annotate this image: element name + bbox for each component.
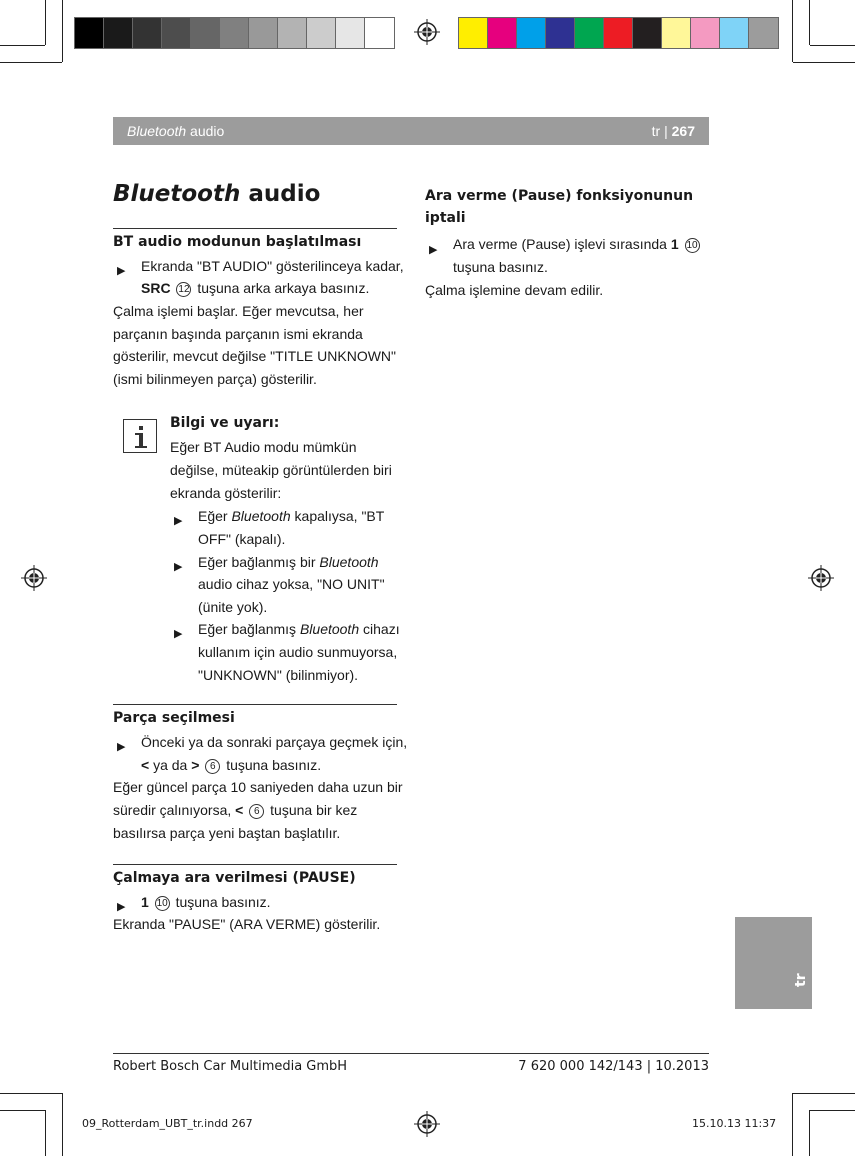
bullet-arrow-icon: ▶ [174, 561, 183, 573]
color-swatch [133, 18, 162, 48]
callout-number: 12 [178, 283, 190, 295]
sec2-para2-pre: süredir çalınıyorsa, [113, 802, 236, 818]
color-swatch [104, 18, 133, 48]
color-swatch [488, 18, 517, 48]
sec4-para: Çalma işlemine devam edilir. [425, 282, 604, 298]
callout-number: 10 [156, 897, 168, 909]
sec3-para: Ekranda "PAUSE" (ARA VERME) gösterilir. [113, 916, 381, 932]
crop-mark [0, 1110, 45, 1111]
info-b3-italic: Bluetooth [299, 621, 360, 637]
section-heading-pause-cancel-line2: iptali [425, 210, 466, 226]
bullet-arrow-icon: ▶ [117, 741, 126, 753]
section-divider [113, 704, 397, 705]
info-line: değilse, müteakip görüntülerden biri [170, 462, 392, 478]
crop-mark [792, 1093, 793, 1156]
section-divider [113, 228, 397, 229]
footer-divider [113, 1053, 709, 1054]
header-lang: tr | [651, 123, 672, 139]
info-heading: Bilgi ve uyarı: [170, 415, 280, 431]
info-icon [123, 419, 157, 453]
side-tab-label: tr [793, 973, 809, 987]
crop-mark [792, 0, 793, 62]
sec1-bullet-line2-text: tuşuna arka arkaya basınız. [197, 280, 370, 296]
color-swatch [220, 18, 249, 48]
color-swatch [336, 18, 365, 48]
src-key-label: SRC [141, 280, 171, 296]
sec3-bullet-text: tuşuna basınız. [175, 894, 271, 910]
color-swatch [307, 18, 336, 48]
sec2-para2 [113, 799, 357, 822]
color-swatch [633, 18, 662, 48]
info-bullet3-line2: kullanım için audio sunmuyorsa, [198, 644, 398, 660]
crop-mark [62, 1093, 63, 1156]
header-title-rest: audio [186, 123, 225, 139]
header-title-italic: Bluetooth [127, 123, 187, 139]
slug-date: 15.10.13 11:37 [692, 1117, 777, 1130]
crop-mark [0, 62, 62, 63]
sec2-para3: basılırsa parça yeni baştan başlatılır. [113, 825, 341, 841]
previous-track-key: < [235, 802, 244, 818]
info-bullet1-line1 [198, 505, 384, 528]
info-bullet1-line2: OFF" (kapalı). [198, 531, 286, 547]
sec2-bullet-line2-text: tuşuna basınız. [226, 757, 322, 773]
callout-number: 10 [686, 239, 698, 251]
color-swatch [365, 18, 394, 48]
footer-doc-number: 7 620 000 142/143 | 10.2013 [518, 1059, 709, 1074]
color-swatch [162, 18, 191, 48]
registration-mark-icon [808, 565, 834, 591]
section-heading-pause: Çalmaya ara verilmesi (PAUSE) [113, 870, 356, 886]
crop-mark [45, 1110, 46, 1156]
crop-mark [809, 0, 810, 45]
crop-mark [45, 0, 46, 45]
color-swatch-bar [458, 17, 779, 49]
color-swatch [75, 18, 104, 48]
sec2-bullet-line2 [141, 754, 321, 777]
color-swatch [575, 18, 604, 48]
page-number: 267 [671, 123, 695, 139]
color-swatch [720, 18, 749, 48]
bullet-arrow-icon: ▶ [117, 901, 126, 913]
info-line: Eğer BT Audio modu mümkün [170, 439, 357, 455]
color-swatch [546, 18, 575, 48]
sec3-bullet [141, 891, 271, 914]
section-heading-pause-cancel-line1: Ara verme (Pause) fonksiyonunun [425, 188, 694, 204]
sec1-para-line: gösterilir, mevcut değilse "TITLE UNKNOWN" [113, 348, 397, 364]
sec2-or: ya da [149, 757, 192, 773]
info-bullet2-line3: (ünite yok). [198, 599, 268, 615]
grayscale-swatch-bar [74, 17, 395, 49]
color-swatch [278, 18, 307, 48]
sec4-bullet-pre: Ara verme (Pause) işlevi sırasında [453, 236, 671, 252]
crop-mark [62, 0, 63, 62]
callout-number: 6 [205, 759, 220, 774]
section-heading-track-select: Parça seçilmesi [113, 710, 235, 726]
title-rest: audio [240, 181, 321, 207]
sec1-para-line: Çalma işlemi başlar. Eğer mevcutsa, her [113, 303, 364, 319]
callout-number: 6 [249, 804, 264, 819]
sec1-bullet-line1: Ekranda "BT AUDIO" gösterilinceya kadar, [141, 258, 404, 274]
section-divider [113, 864, 397, 865]
sec2-para2-post: tuşuna bir kez [270, 802, 358, 818]
crop-mark [809, 1110, 810, 1156]
registration-mark-icon [414, 1111, 440, 1137]
color-swatch [749, 18, 778, 48]
crop-mark [793, 62, 855, 63]
info-bullet2-line1 [198, 551, 379, 574]
language-side-tab [735, 917, 812, 1009]
key-1-label: 1 [141, 894, 149, 910]
color-swatch [662, 18, 691, 48]
info-b3-pre: Eğer bağlanmış [198, 621, 300, 637]
bullet-arrow-icon: ▶ [429, 244, 438, 256]
bullet-arrow-icon: ▶ [117, 265, 126, 277]
slug-filename: 09_Rotterdam_UBT_tr.indd 267 [82, 1117, 253, 1130]
page-header [113, 117, 709, 145]
next-track-key: > [191, 757, 200, 773]
sec4-bullet-line1 [453, 233, 702, 256]
info-b1-pre: Eğer [198, 508, 232, 524]
color-swatch [604, 18, 633, 48]
header-section-title [127, 123, 224, 139]
sec2-bullet-line1: Önceki ya da sonraki parçaya geçmek için, [141, 734, 408, 750]
crop-mark [0, 1093, 62, 1094]
info-b1-post: kapalıysa, "BT [290, 508, 385, 524]
header-page-number [652, 123, 695, 139]
page-title [113, 181, 320, 207]
bullet-arrow-icon: ▶ [174, 515, 183, 527]
info-bullet3-line3: "UNKNOWN" (bilinmiyor). [198, 667, 359, 683]
registration-mark-icon [414, 19, 440, 45]
color-swatch [517, 18, 546, 48]
sec1-bullet-line2 [141, 277, 369, 300]
key-1-label: 1 [670, 236, 679, 252]
color-swatch [249, 18, 278, 48]
sec1-para-line: parçanın başında parçanın ismi ekranda [113, 326, 363, 342]
sec2-para1: Eğer güncel parça 10 saniyeden daha uzun bir [113, 779, 403, 795]
crop-mark [810, 45, 855, 46]
info-bullet2-line2: audio cihaz yoksa, "NO UNIT" [198, 576, 385, 592]
crop-mark [793, 1093, 855, 1094]
info-bullet3-line1 [198, 618, 400, 641]
sec4-bullet-line2: tuşuna basınız. [453, 259, 548, 275]
bullet-arrow-icon: ▶ [174, 628, 183, 640]
color-swatch [191, 18, 220, 48]
info-b1-italic: Bluetooth [231, 508, 291, 524]
crop-mark [0, 45, 45, 46]
sec1-para-line: (ismi bilinmeyen parça) gösterilir. [113, 371, 317, 387]
footer-company: Robert Bosch Car Multimedia GmbH [113, 1059, 348, 1074]
registration-mark-icon [21, 565, 47, 591]
info-line: ekranda gösterilir: [170, 485, 282, 501]
previous-track-key: < [141, 757, 150, 773]
color-swatch [691, 18, 720, 48]
info-b2-italic: Bluetooth [319, 554, 379, 570]
info-b3-post: cihazı [359, 621, 400, 637]
section-heading-bt-audio: BT audio modunun başlatılması [113, 234, 362, 250]
info-b2-pre: Eğer bağlanmış bir [198, 554, 320, 570]
title-italic: Bluetooth [113, 181, 241, 207]
color-swatch [459, 18, 488, 48]
crop-mark [810, 1110, 855, 1111]
